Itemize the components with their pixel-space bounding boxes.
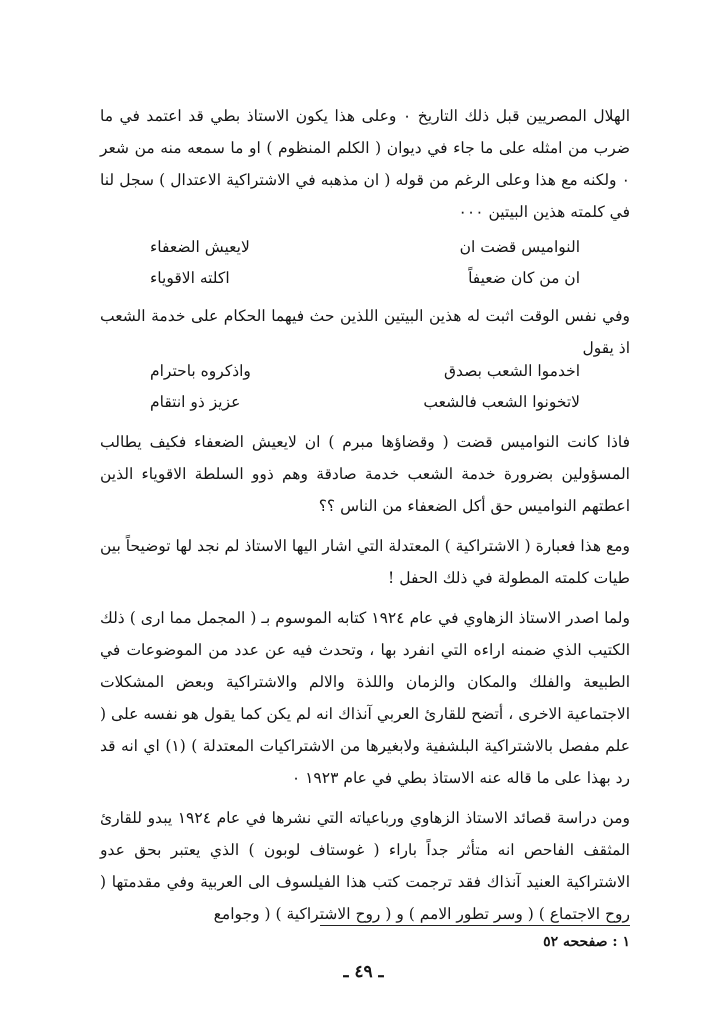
verse-2-line-2-second-half: عزيز ذو انتقام — [150, 393, 241, 411]
text-section-middle — [100, 300, 630, 364]
footnote: ١ : صفححه ٥٢ — [543, 934, 630, 950]
verse-2-line-1-second-half: واذكروه باحترام — [150, 362, 251, 380]
paragraph-6: ومن دراسة قصائد الاستاذ الزهاوي ورباعياته التي نشرها في عام ١٩٢٤ يبدو للقارئ المثقف الفاحص انه متأثر جداً باراء ( غوستاف لوبون ) الذي يعتبر بحق عدو الاشتراكية العنيد آنذاك فقد ترجمت كتب هذا الفيلسوف الى العربية وفي مقدمتها ( روح الاجتماع ) ( وسر تطور الامم ) و ( روح الاشتراكية ) ( وجوامع — [100, 809, 630, 923]
text-section-bottom — [100, 426, 630, 930]
page-number: ـ ٤٩ ـ — [343, 962, 384, 982]
verse-1-line-2-first-half: ان من كان ضعيفاً — [468, 269, 580, 287]
footnote-separator — [320, 925, 630, 926]
verse-2-line-1-first-half: اخدموا الشعب بصدق — [444, 362, 580, 380]
paragraph-5: ولما اصدر الاستاذ الزهاوي في عام ١٩٢٤ كتابه الموسوم بـ ( المجمل مما ارى ) ذلك الكتيب الذي ضمنه اراءه التي انفرد بها ، وتحدث فيه عن عدد من الموضوعات في الطبيعة والفلك والمكان والزمان واللذة والالم والاشتراكية وبعض المشكلات الاجتماعية الاخرى ، أتضح للقارئ العربي آنذاك انه لم يكن كما يقول هو نفسه على ( علم مفصل بالاشتراكية البلشفية ولابغيرها من الاشتراكيات المعتدلة ) (١) اي انه قد رد بهذا على ما قاله عنه الاستاذ بطي في عام ١٩٢٣ ٠ — [100, 609, 630, 787]
paragraph-2: وفي نفس الوقت اثبت له هذين البيتين اللذين حث فيهما الحكام على خدمة الشعب اذ يقول — [100, 307, 630, 357]
paragraph-3: فاذا كانت النواميس قضت ( وقضاؤها مبرم ) ان لايعيش الضعفاء فكيف يطالب المسؤولين بضرورة خدمة الشعب خدمة صادقة وهم ذوو السلطة الاقوياء الذين اعطتهم النواميس حق أكل الضعفاء من الناس ؟؟ — [100, 433, 630, 515]
verse-1-line-1-second-half: لايعيش الضعفاء — [150, 238, 250, 256]
paragraph-1: الهلال المصريين قبل ذلك التاريخ ٠ وعلى هذا يكون الاستاذ بطي قد اعتمد في ما ضرب من امثله على ما جاء في ديوان ( الكلم المنظوم ) او ما سمعه منه من شعر ٠ ولكنه مع هذا وعلى الرغم من قوله ( ان مذهبه في الاشتراكية الاعتدال ) سجل لنا في كلمته هذين البيتين ٠٠٠ — [100, 107, 631, 221]
verse-1 — [150, 232, 580, 294]
verse-1-line-1-first-half: النواميس قضت ان — [459, 238, 580, 256]
verse-1-line-2-second-half: اكلته الاقوياء — [150, 269, 230, 287]
verse-2-line-2-first-half: لاتخونوا الشعب فالشعب — [423, 393, 580, 411]
verse-2-line-1 — [150, 356, 580, 387]
verse-2 — [150, 356, 580, 418]
verse-1-line-1 — [150, 232, 580, 263]
verse-1-line-2 — [150, 263, 580, 294]
paragraph-4: ومع هذا فعبارة ( الاشتراكية ) المعتدلة التي اشار اليها الاستاذ لم نجد لها توضيحاً بين طيات كلمته المطولة في ذلك الحفل ! — [100, 537, 630, 587]
text-section-top — [100, 100, 630, 228]
verse-2-line-2 — [150, 387, 580, 418]
